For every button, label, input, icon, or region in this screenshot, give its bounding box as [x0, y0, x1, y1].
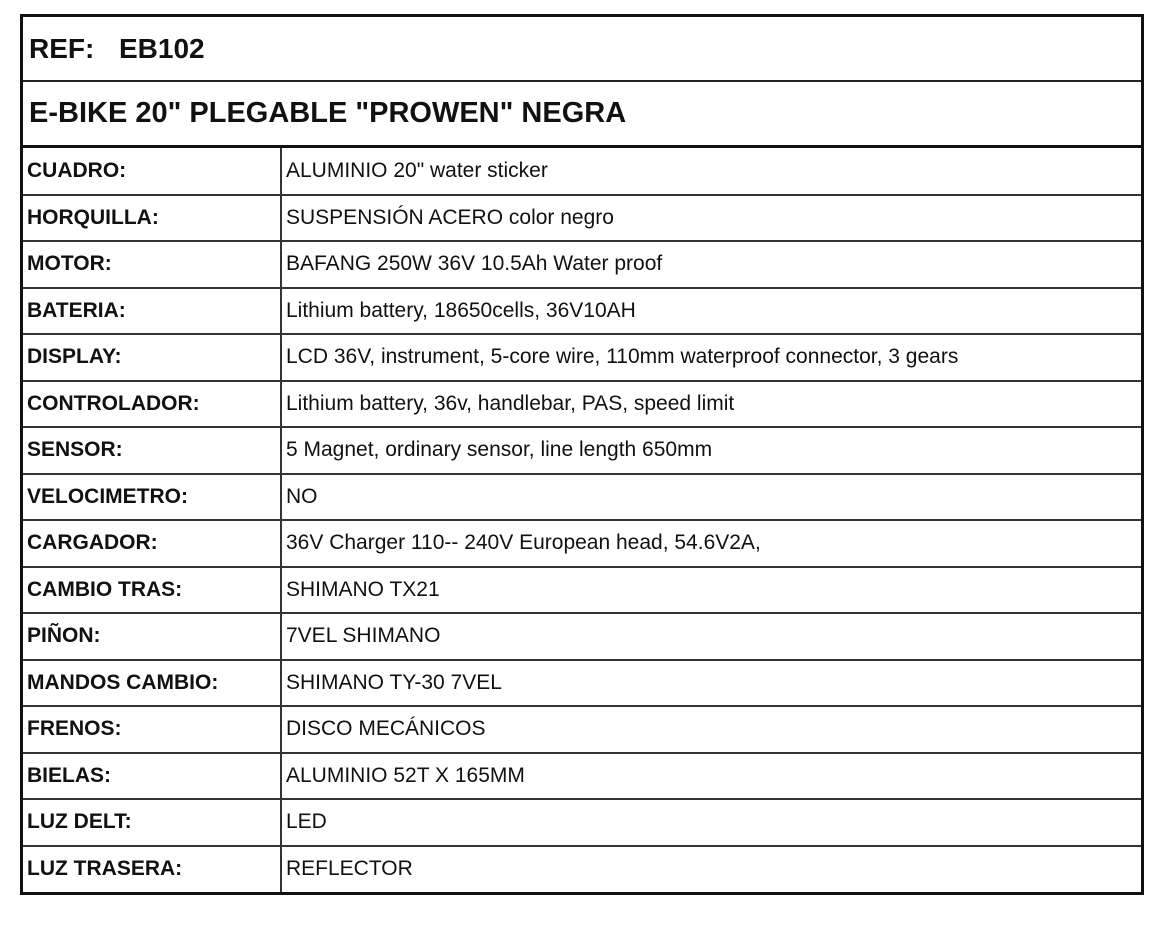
spec-label: MOTOR: — [23, 241, 281, 288]
spec-value: SUSPENSIÓN ACERO color negro — [281, 195, 1141, 242]
spec-row-horquilla — [23, 195, 1141, 242]
spec-value: SHIMANO TY-30 7VEL — [281, 660, 1141, 707]
spec-row-motor — [23, 241, 1141, 288]
spec-label: CARGADOR: — [23, 520, 281, 567]
spec-label: HORQUILLA: — [23, 195, 281, 242]
spec-label: PIÑON: — [23, 613, 281, 660]
spec-label: BIELAS: — [23, 753, 281, 800]
spec-value: 5 Magnet, ordinary sensor, line length 650mm — [281, 427, 1141, 474]
spec-value: Lithium battery, 36v, handlebar, PAS, speed limit — [281, 381, 1141, 428]
spec-row-luz-delt — [23, 799, 1141, 846]
spec-label: CUADRO: — [23, 148, 281, 195]
spec-label: FRENOS: — [23, 706, 281, 753]
spec-value: REFLECTOR — [286, 857, 413, 881]
spec-sheet — [20, 14, 1144, 895]
ref-code: EB102 — [119, 32, 205, 64]
spec-value: BAFANG 250W 36V 10.5Ah Water proof — [281, 241, 1141, 288]
spec-table-body — [23, 148, 1141, 892]
spec-label: CONTROLADOR: — [23, 381, 281, 428]
spec-row-cuadro — [23, 148, 1141, 195]
spec-value: Lithium battery, 18650cells, 36V10AH — [281, 288, 1141, 335]
spec-label: SENSOR: — [23, 427, 281, 474]
spec-label: DISPLAY: — [23, 334, 281, 381]
spec-value: ALUMINIO 20" water sticker — [281, 148, 1141, 195]
spec-value: LED — [281, 799, 1141, 846]
ref-label: REF: — [29, 32, 95, 64]
spec-value: 36V Charger 110-- 240V European head, 54.6V2A, — [281, 520, 1141, 567]
spec-label: LUZ DELT: — [23, 799, 281, 846]
spec-row-controlador — [23, 381, 1141, 428]
spec-row-cambio-tras — [23, 567, 1141, 614]
ref-row — [23, 17, 1141, 82]
spec-row-luz-trasera — [23, 846, 1141, 893]
spec-row-cargador — [23, 520, 1141, 567]
spec-row-display — [23, 334, 1141, 381]
spec-value: NO — [281, 474, 1141, 521]
spec-label: BATERIA: — [23, 288, 281, 335]
spec-row-sensor — [23, 427, 1141, 474]
spec-value: ALUMINIO 52T X 165MM — [281, 753, 1141, 800]
spec-row-mandos-cambio — [23, 660, 1141, 707]
spec-table — [23, 148, 1141, 892]
spec-label: MANDOS CAMBIO: — [23, 660, 281, 707]
spec-row-bielas — [23, 753, 1141, 800]
spec-value: 7VEL SHIMANO — [281, 613, 1141, 660]
spec-row-pinon — [23, 613, 1141, 660]
spec-label: LUZ TRASERA: — [23, 846, 281, 893]
spec-row-velocimetro — [23, 474, 1141, 521]
spec-value: DISCO MECÁNICOS — [281, 706, 1141, 753]
product-name: E-BIKE 20" PLEGABLE "PROWEN" NEGRA — [23, 82, 1141, 148]
spec-row-bateria — [23, 288, 1141, 335]
spec-row-frenos — [23, 706, 1141, 753]
spec-label: VELOCIMETRO: — [23, 474, 281, 521]
spec-value: LCD 36V, instrument, 5-core wire, 110mm waterproof connector, 3 gears — [281, 334, 1141, 381]
spec-label: CAMBIO TRAS: — [23, 567, 281, 614]
spec-value: SHIMANO TX21 — [281, 567, 1141, 614]
